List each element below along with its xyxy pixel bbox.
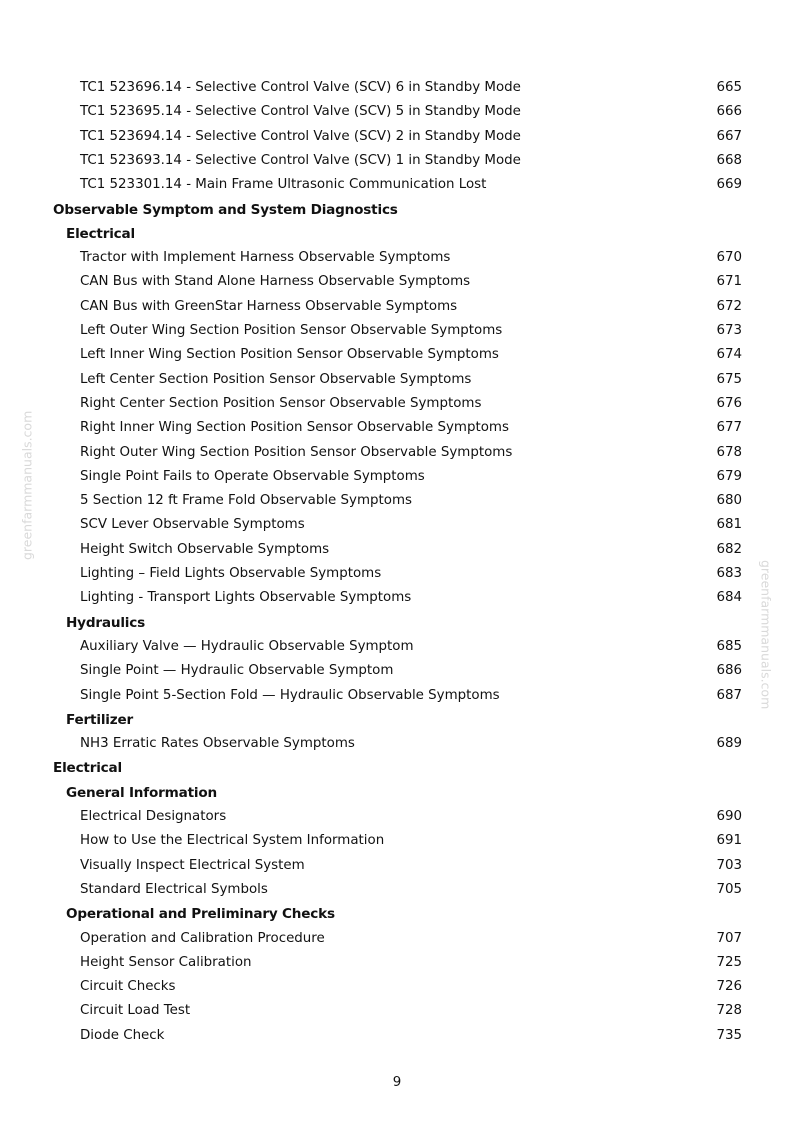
- toc-entry-page-number: 687: [716, 687, 742, 703]
- toc-entry[interactable]: [0, 540, 794, 564]
- toc-entry-page-number: 705: [716, 881, 742, 897]
- toc-entry[interactable]: [0, 880, 794, 904]
- toc-entry[interactable]: [0, 953, 794, 977]
- toc-entry-page-number: 707: [716, 930, 742, 946]
- toc-entry-title: Single Point 5-Section Fold — Hydraulic Observable Symptoms: [80, 687, 500, 703]
- toc-entry[interactable]: [0, 175, 794, 199]
- toc-entry[interactable]: [0, 1001, 794, 1025]
- toc-entry[interactable]: [0, 686, 794, 710]
- toc-entry-page-number: 681: [716, 517, 742, 533]
- toc-entry[interactable]: [0, 345, 794, 369]
- toc-entry-title: Right Outer Wing Section Position Sensor Observable Symptoms: [80, 444, 513, 460]
- toc-entry[interactable]: [0, 394, 794, 418]
- toc-entry-title: Electrical: [66, 225, 135, 242]
- toc-entry-page-number: 668: [716, 152, 742, 168]
- toc-entry-title: Standard Electrical Symbols: [80, 881, 268, 897]
- toc-entry[interactable]: [0, 515, 794, 539]
- toc-entry-title: Operation and Calibration Procedure: [80, 930, 325, 946]
- toc-entry[interactable]: [0, 1026, 794, 1050]
- toc-entry[interactable]: [0, 734, 794, 758]
- toc-entry-title: Right Center Section Position Sensor Observable Symptoms: [80, 395, 482, 411]
- toc-entry-page-number: 665: [716, 80, 742, 95]
- toc-entry[interactable]: [0, 491, 794, 515]
- toc-entry-page-number: 689: [716, 736, 742, 752]
- toc-entry-page-number: 679: [716, 468, 742, 484]
- toc-entry-page-number: 671: [716, 274, 742, 290]
- toc-entry-title: Hydraulics: [66, 614, 145, 631]
- toc-entry[interactable]: [0, 248, 794, 272]
- toc-entry-title: How to Use the Electrical System Information: [80, 833, 385, 849]
- toc-entry[interactable]: [0, 588, 794, 612]
- toc-subsection-heading[interactable]: [0, 783, 794, 807]
- toc-entry-title: Circuit Checks: [80, 979, 176, 995]
- toc-entry-title: Height Switch Observable Symptoms: [80, 541, 330, 557]
- toc-entry-title: Tractor with Implement Harness Observable Symptoms: [80, 250, 451, 266]
- toc-entry-page-number: 735: [716, 1027, 742, 1043]
- toc-entry-title: TC1 523693.14 - Selective Control Valve (SCV) 1 in Standby Mode: [80, 152, 521, 168]
- toc-entry[interactable]: [0, 272, 794, 296]
- toc-entry-title: Operational and Preliminary Checks: [66, 906, 335, 923]
- toc-entry-title: TC1 523694.14 - Selective Control Valve (SCV) 2 in Standby Mode: [80, 128, 521, 144]
- toc-entry-page-number: 678: [716, 444, 742, 460]
- toc-entry-title: TC1 523301.14 - Main Frame Ultrasonic Communication Lost: [80, 177, 487, 193]
- toc-entry-page-number: 666: [716, 104, 742, 120]
- toc-entry-title: General Information: [66, 784, 217, 801]
- toc-entry[interactable]: [0, 102, 794, 126]
- toc-entry-page-number: 685: [716, 638, 742, 654]
- toc-entry-title: Electrical Designators: [80, 809, 227, 824]
- toc-entry[interactable]: [0, 151, 794, 175]
- toc-entry-page-number: 703: [716, 857, 742, 873]
- page-number: 9: [392, 1075, 402, 1090]
- toc-entry-title: Single Point — Hydraulic Observable Symptom: [80, 663, 394, 679]
- toc-entry[interactable]: [0, 418, 794, 442]
- toc-entry-title: CAN Bus with GreenStar Harness Observable Symptoms: [80, 298, 458, 314]
- toc-entry-title: Single Point Fails to Operate Observable Symptoms: [80, 468, 425, 484]
- toc-entry-title: CAN Bus with Stand Alone Harness Observable Symptoms: [80, 274, 471, 290]
- toc-section-heading[interactable]: [0, 758, 794, 782]
- toc-entry-title: Right Inner Wing Section Position Sensor Observable Symptoms: [80, 420, 509, 436]
- toc-entry-page-number: 670: [716, 250, 742, 266]
- toc-entry-title: Left Outer Wing Section Position Sensor Observable Symptoms: [80, 323, 503, 338]
- toc-entry-page-number: 676: [716, 395, 742, 411]
- toc-entry[interactable]: [0, 831, 794, 855]
- toc-entry[interactable]: [0, 321, 794, 345]
- toc-subsection-heading[interactable]: [0, 613, 794, 637]
- toc-entry[interactable]: [0, 661, 794, 685]
- toc-entry-page-number: 726: [716, 979, 742, 995]
- toc-entry-page-number: 725: [716, 954, 742, 970]
- toc-entry-page-number: 686: [716, 663, 742, 679]
- toc-entry-title: Left Center Section Position Sensor Observable Symptoms: [80, 371, 472, 387]
- toc-subsection-heading[interactable]: [0, 904, 794, 928]
- toc-entry-title: TC1 523695.14 - Selective Control Valve (SCV) 5 in Standby Mode: [80, 104, 521, 120]
- toc-entry-page-number: 667: [716, 128, 742, 144]
- toc-subsection-heading[interactable]: [0, 710, 794, 734]
- toc-subsection-heading[interactable]: [0, 224, 794, 248]
- toc-entry-title: Height Sensor Calibration: [80, 954, 252, 970]
- toc-entry[interactable]: [0, 564, 794, 588]
- toc-entry-page-number: 673: [716, 323, 742, 338]
- toc-entry-page-number: 680: [716, 493, 742, 509]
- toc-entry-page-number: 691: [716, 833, 742, 849]
- toc-entry-page-number: 672: [716, 298, 742, 314]
- toc-entry-title: Circuit Load Test: [80, 1003, 191, 1019]
- toc-entry-title: Observable Symptom and System Diagnostics: [53, 201, 398, 218]
- toc-entry-title: TC1 523696.14 - Selective Control Valve (SCV) 6 in Standby Mode: [80, 80, 521, 95]
- toc-entry[interactable]: [0, 370, 794, 394]
- toc-entry[interactable]: [0, 467, 794, 491]
- toc-entry-page-number: 684: [716, 590, 742, 606]
- toc-entry[interactable]: [0, 443, 794, 467]
- toc-entry[interactable]: [0, 929, 794, 953]
- toc-entry[interactable]: [0, 856, 794, 880]
- toc-entry[interactable]: [0, 297, 794, 321]
- toc-entry-page-number: 682: [716, 541, 742, 557]
- toc-entry-title: Lighting – Field Lights Observable Symptoms: [80, 566, 382, 581]
- toc-entry-title: Visually Inspect Electrical System: [80, 857, 305, 873]
- toc-entry-title: Diode Check: [80, 1027, 165, 1043]
- toc-entry-title: Left Inner Wing Section Position Sensor Observable Symptoms: [80, 347, 499, 363]
- toc-entry[interactable]: [0, 637, 794, 661]
- toc-entry-title: SCV Lever Observable Symptoms: [80, 517, 305, 533]
- toc-entry-title: Electrical: [53, 760, 122, 777]
- toc-entry[interactable]: [0, 127, 794, 151]
- toc-entry-page-number: 690: [716, 809, 742, 824]
- toc-entry-title: NH3 Erratic Rates Observable Symptoms: [80, 736, 355, 752]
- toc-entry-page-number: 728: [716, 1003, 742, 1019]
- toc-entry-page-number: 674: [716, 347, 742, 363]
- toc-entry[interactable]: [0, 78, 794, 102]
- toc-entry-title: Auxiliary Valve — Hydraulic Observable Symptom: [80, 638, 414, 654]
- toc-entry-page-number: 669: [716, 177, 742, 193]
- toc-section-heading[interactable]: [0, 200, 794, 224]
- toc-entry-title: Lighting - Transport Lights Observable Symptoms: [80, 590, 412, 606]
- toc-entry-page-number: 675: [716, 371, 742, 387]
- toc-entry-page-number: 677: [716, 420, 742, 436]
- toc-entry-title: Fertilizer: [66, 711, 133, 728]
- toc-entry[interactable]: [0, 807, 794, 831]
- toc-entry[interactable]: [0, 977, 794, 1001]
- toc-entry-title: 5 Section 12 ft Frame Fold Observable Symptoms: [80, 493, 412, 509]
- toc-entry-page-number: 683: [716, 566, 742, 581]
